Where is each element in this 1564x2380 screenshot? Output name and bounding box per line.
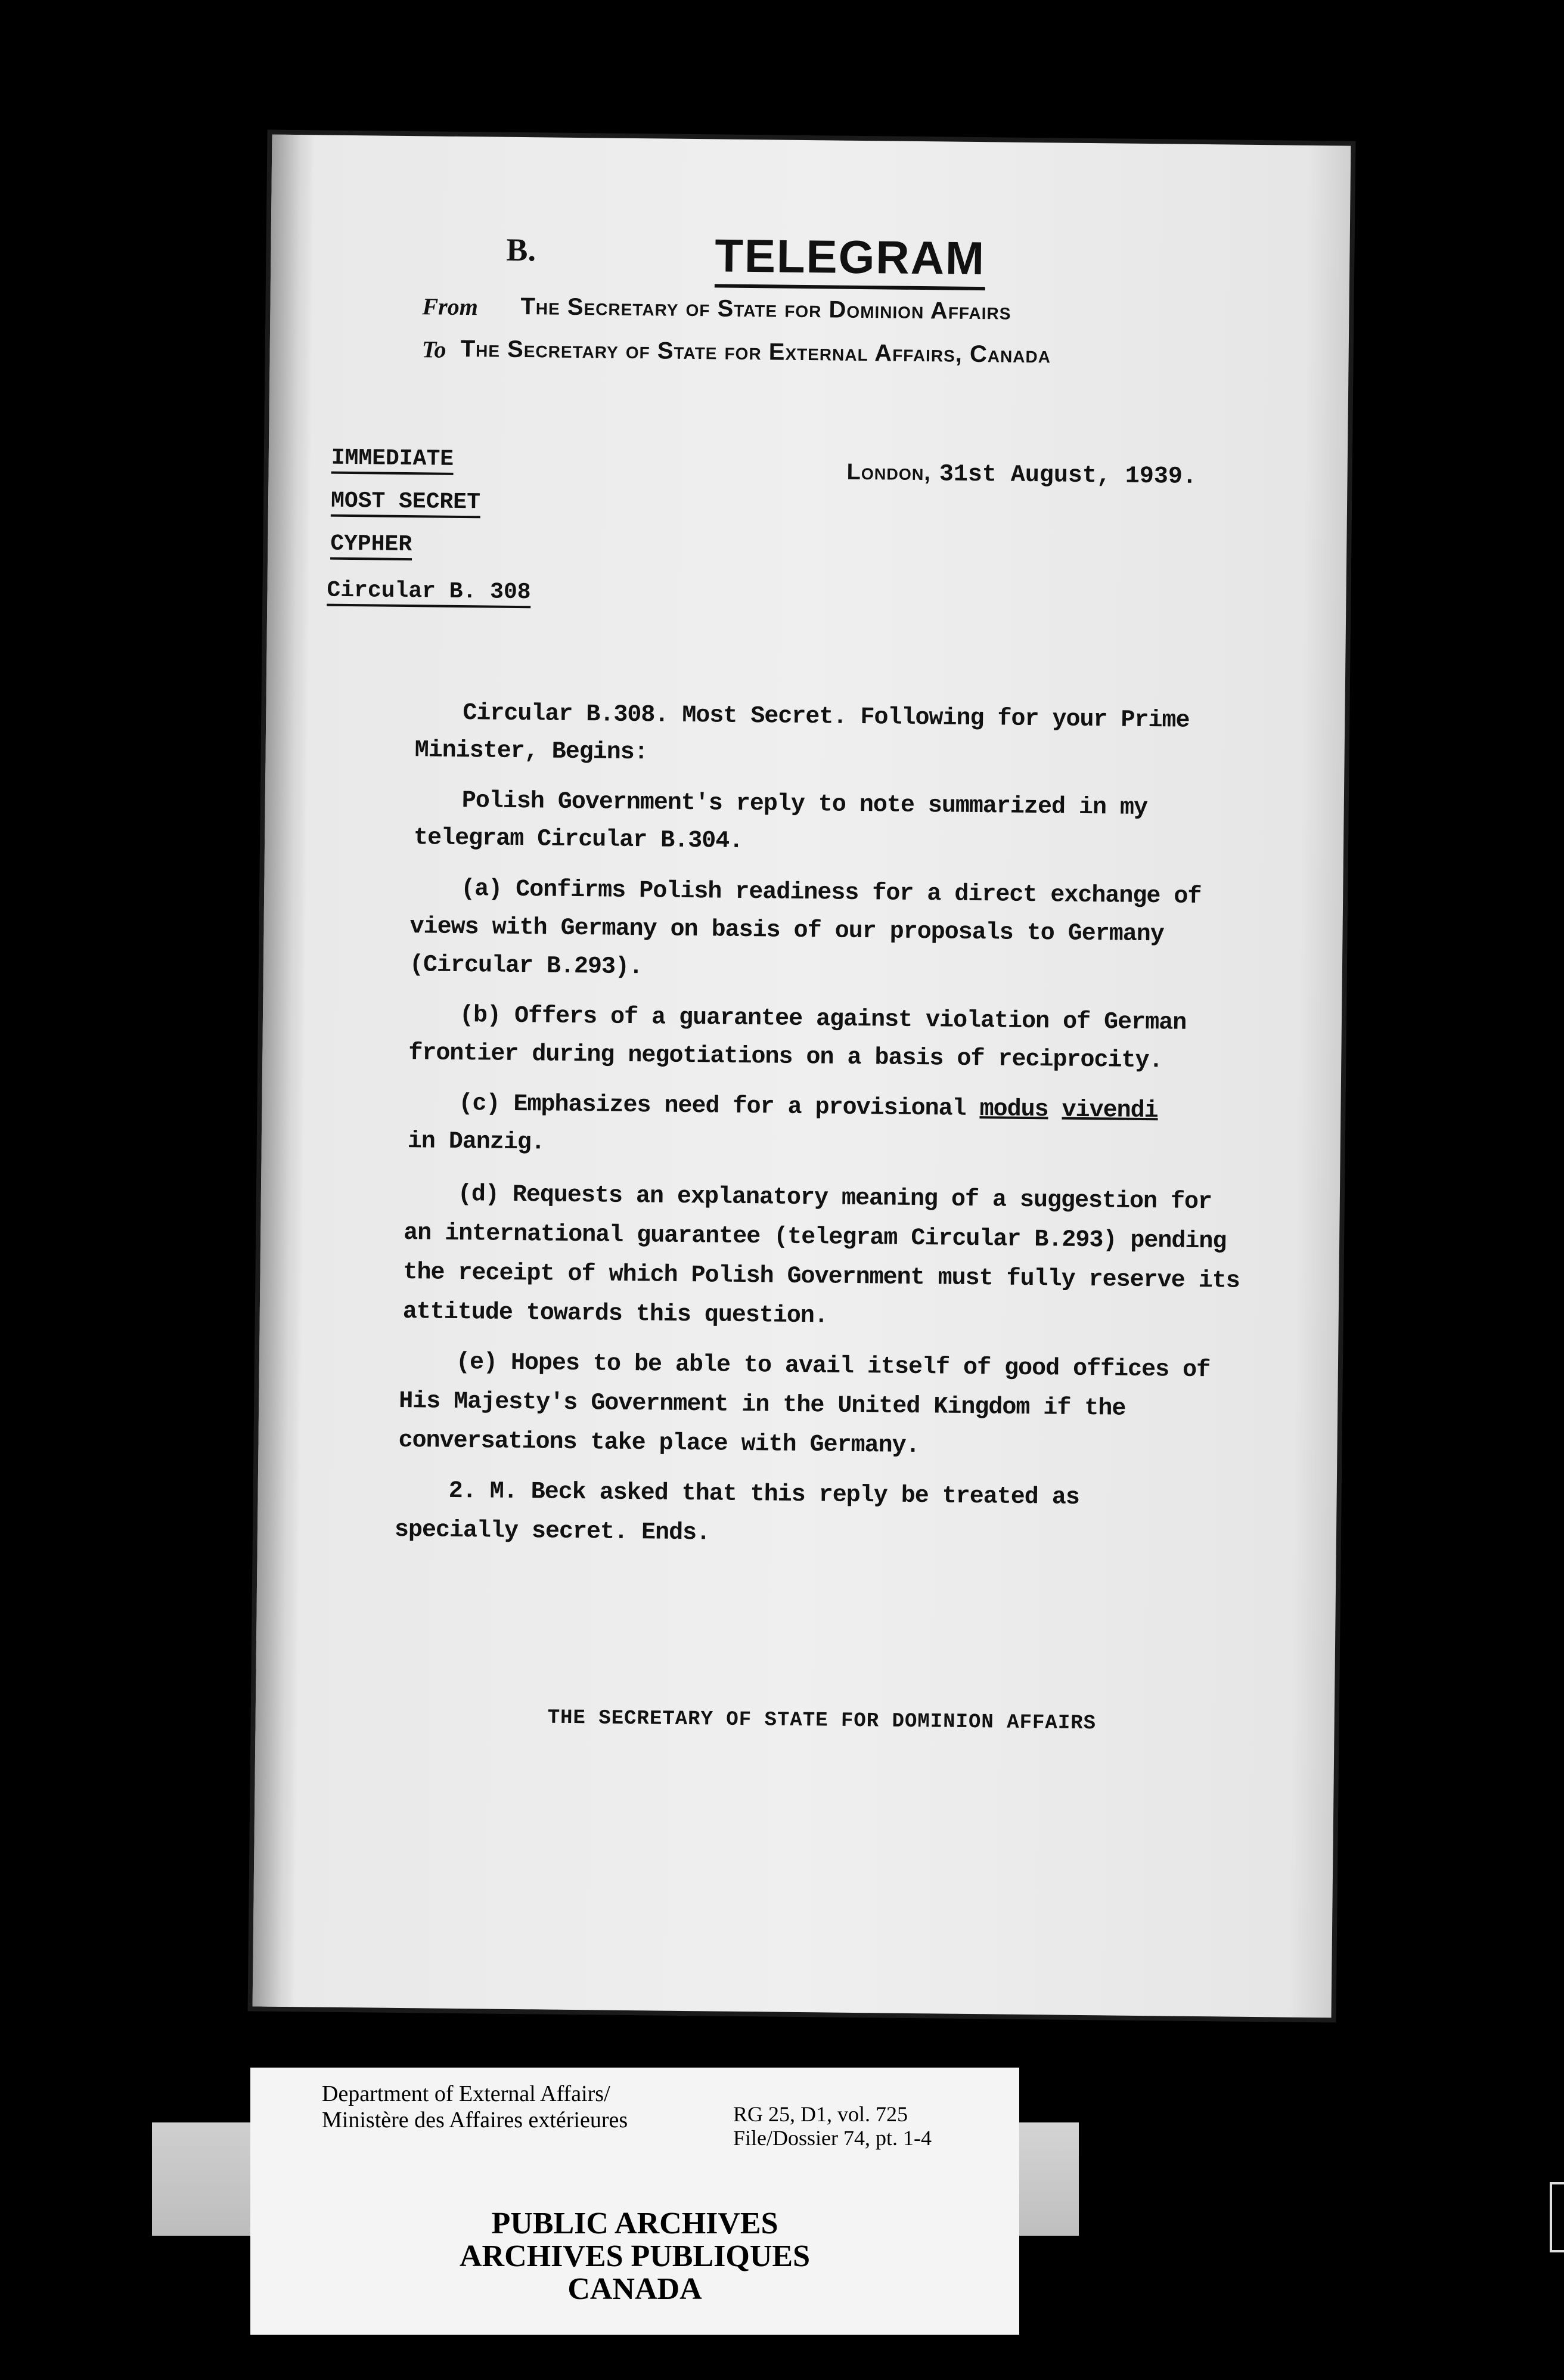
from-text: The Secretary of State for Dominion Affairs: [520, 293, 1011, 325]
department-fr: Ministère des Affaires extérieures: [322, 2108, 628, 2133]
archive-reference: [733, 2102, 932, 2150]
film-stub-right: [1013, 2122, 1079, 2236]
from-label: From: [422, 293, 479, 321]
copy-mark: B.: [506, 231, 536, 268]
body-line: Polish Government's reply to note summarized in my: [461, 788, 1148, 822]
body-line: in Danzig.: [407, 1128, 545, 1157]
telegram-title: TELEGRAM: [715, 228, 986, 290]
marking-cypher: CYPHER: [330, 531, 412, 560]
body-line: frontier during negotiations on a basis of reciprocity.: [408, 1040, 1163, 1075]
film-stub-left: [152, 2122, 253, 2236]
archives-name-en: PUBLIC ARCHIVES: [491, 2207, 778, 2240]
dateline: [846, 460, 1197, 491]
archives-name-fr: ARCHIVES PUBLIQUES: [459, 2239, 811, 2273]
body-line: specially secret. Ends.: [394, 1516, 710, 1547]
to-label: To: [421, 336, 446, 363]
body-line: (Circular B.293).: [409, 952, 643, 981]
vivendi-text: vivendi: [1062, 1096, 1158, 1125]
archives-country: CANADA: [567, 2272, 702, 2306]
body-line: telegram Circular B.304.: [413, 825, 743, 855]
signature-line: THE SECRETARY OF STATE FOR DOMINION AFFAIRS: [547, 1706, 1097, 1736]
modus-text: modus: [979, 1096, 1048, 1124]
reference-volume: RG 25, D1, vol. 725: [733, 2102, 908, 2126]
body-line: conversations take place with Germany.: [398, 1427, 920, 1460]
body-line: His Majesty's Government in the United Kingdom if the: [399, 1387, 1126, 1423]
telegram-page: [253, 135, 1351, 2018]
marking-immediate: IMMEDIATE: [331, 445, 454, 475]
to-text: The Secretary of State for External Affairs, Canada: [460, 335, 1051, 368]
reference-file: File/Dossier 74, pt. 1-4: [733, 2126, 932, 2150]
marking-circular-number: Circular B. 308: [327, 578, 531, 609]
archive-label: [250, 2068, 1019, 2335]
department-name: [322, 2081, 628, 2133]
dateline-place: London,: [846, 459, 932, 486]
body-line: the receipt of which Polish Government must fully reserve its: [403, 1259, 1240, 1295]
department-en: Department of External Affairs/: [322, 2081, 610, 2106]
body-line: (e) Hopes to be able to avail itself of good offices of: [455, 1349, 1211, 1384]
dateline-date: 31st August, 1939.: [939, 461, 1197, 491]
marking-most-secret: MOST SECRET: [331, 488, 480, 519]
body-line: (a) Confirms Polish readiness for a direct exchange of: [461, 875, 1202, 911]
film-edge-mark: [1550, 2182, 1564, 2252]
body-line: (d) Requests an explanatory meaning of a suggestion for: [457, 1180, 1212, 1216]
body-line-c: [458, 1090, 1158, 1124]
body-line: views with Germany on basis of our proposals to Germany: [409, 913, 1164, 949]
body-text: (c) Emphasizes need for a provisional: [458, 1090, 966, 1123]
body-line: (b) Offers of a guarantee against violation of German: [459, 1002, 1187, 1037]
body-line: Circular B.308. Most Secret. Following for your Prime: [463, 700, 1190, 735]
body-line: 2. M. Beck asked that this reply be treated as: [448, 1477, 1080, 1511]
body-line: Minister, Begins:: [414, 737, 648, 767]
body-line: attitude towards this question.: [402, 1299, 828, 1330]
body-line: an international guarantee (telegram Circular B.293) pending: [403, 1220, 1227, 1256]
